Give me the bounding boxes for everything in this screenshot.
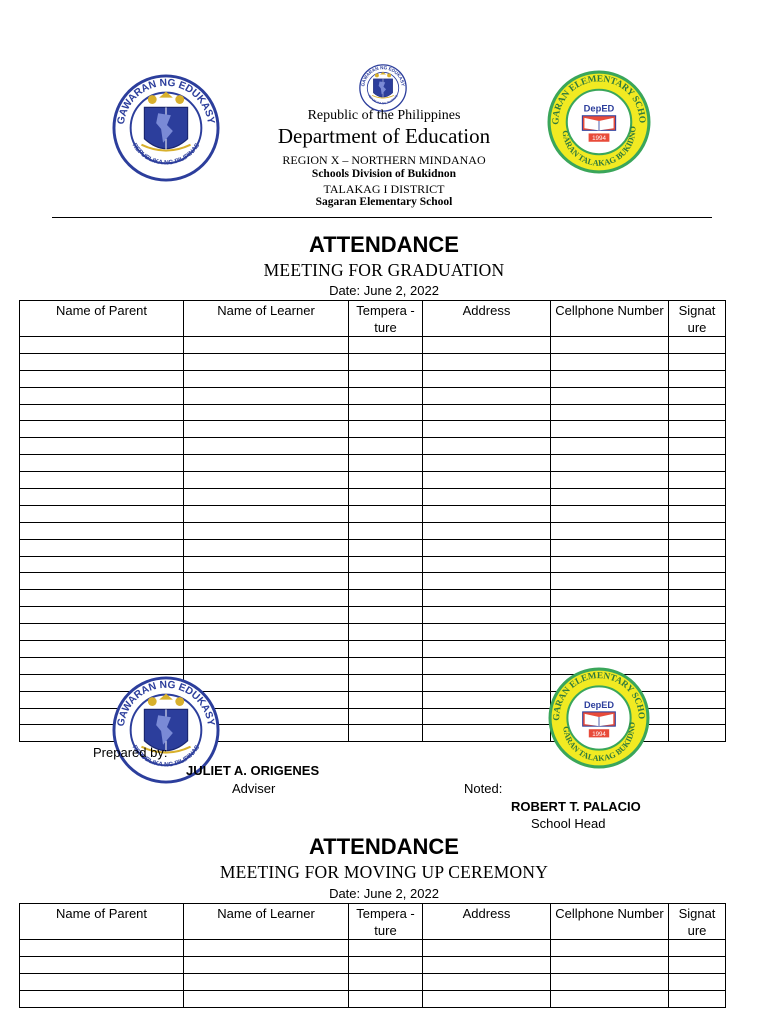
cell-address[interactable]: [423, 522, 551, 539]
noted-label: Noted:: [464, 781, 503, 796]
cell-temperature[interactable]: [349, 522, 423, 539]
cell-cellphone[interactable]: [551, 607, 669, 624]
cell-learner-name[interactable]: [184, 940, 349, 957]
col-learner-name: Name of Learner: [184, 301, 349, 337]
cell-learner-name[interactable]: [184, 624, 349, 641]
cell-learner-name[interactable]: [184, 489, 349, 506]
cell-signature[interactable]: [669, 353, 726, 370]
col-parent-name: Name of Parent: [20, 904, 184, 940]
col-temperature: Tempera -ture: [349, 904, 423, 940]
cell-signature[interactable]: [669, 455, 726, 472]
cell-temperature[interactable]: [349, 404, 423, 421]
cell-parent-name[interactable]: [20, 940, 184, 957]
cell-cellphone[interactable]: [551, 940, 669, 957]
cell-parent-name[interactable]: [20, 472, 184, 489]
cell-address[interactable]: [423, 556, 551, 573]
cell-parent-name[interactable]: [20, 522, 184, 539]
cell-parent-name[interactable]: [20, 370, 184, 387]
cell-address[interactable]: [423, 624, 551, 641]
cell-address[interactable]: [423, 387, 551, 404]
cell-signature[interactable]: [669, 590, 726, 607]
cell-learner-name[interactable]: [184, 472, 349, 489]
table-row: [20, 990, 726, 1007]
table-header-row: [20, 904, 726, 940]
cell-cellphone[interactable]: [551, 438, 669, 455]
cell-learner-name[interactable]: [184, 404, 349, 421]
cell-learner-name[interactable]: [184, 438, 349, 455]
cell-temperature[interactable]: [349, 472, 423, 489]
col-cellphone: Cellphone Number: [551, 301, 669, 337]
col-parent-name: Name of Parent: [20, 301, 184, 337]
preparer-role: Adviser: [232, 781, 276, 796]
cell-parent-name[interactable]: [20, 657, 184, 674]
table-row: [20, 387, 726, 404]
cell-address[interactable]: [423, 489, 551, 506]
cell-temperature[interactable]: [349, 674, 423, 691]
cell-cellphone[interactable]: [551, 387, 669, 404]
cell-address[interactable]: [423, 337, 551, 354]
cell-temperature[interactable]: [349, 455, 423, 472]
school-head-name: ROBERT T. PALACIO: [511, 799, 641, 814]
cell-learner-name[interactable]: [184, 657, 349, 674]
cell-parent-name[interactable]: [20, 641, 184, 658]
col-address: Address: [423, 301, 551, 337]
section2-subtitle: MEETING FOR MOVING UP CEREMONY: [219, 862, 549, 882]
col-signature: Signat ure: [669, 904, 726, 940]
cell-parent-name[interactable]: [20, 556, 184, 573]
cell-cellphone[interactable]: [551, 539, 669, 556]
cell-signature[interactable]: [669, 421, 726, 438]
school-seal-watermark: [548, 667, 650, 769]
cell-learner-name[interactable]: [184, 522, 349, 539]
table-row: [20, 607, 726, 624]
cell-learner-name[interactable]: [184, 505, 349, 522]
cell-cellphone[interactable]: [551, 590, 669, 607]
cell-signature[interactable]: [669, 505, 726, 522]
cell-address[interactable]: [423, 657, 551, 674]
cell-signature[interactable]: [669, 370, 726, 387]
cell-learner-name[interactable]: [184, 607, 349, 624]
cell-temperature[interactable]: [349, 489, 423, 506]
cell-address[interactable]: [423, 691, 551, 708]
table-row: [20, 370, 726, 387]
cell-parent-name[interactable]: [20, 973, 184, 990]
cell-cellphone[interactable]: [551, 353, 669, 370]
section2-title: ATTENDANCE: [309, 834, 459, 859]
cell-parent-name[interactable]: [20, 353, 184, 370]
table-row: [20, 956, 726, 973]
cell-temperature[interactable]: [349, 725, 423, 742]
cell-learner-name[interactable]: [184, 556, 349, 573]
cell-temperature[interactable]: [349, 973, 423, 990]
cell-temperature[interactable]: [349, 708, 423, 725]
cell-temperature[interactable]: [349, 370, 423, 387]
cell-temperature[interactable]: [349, 337, 423, 354]
cell-learner-name[interactable]: [184, 573, 349, 590]
cell-parent-name[interactable]: [20, 607, 184, 624]
cell-address[interactable]: [423, 725, 551, 742]
cell-cellphone[interactable]: [551, 641, 669, 658]
cell-signature[interactable]: [669, 624, 726, 641]
cell-signature[interactable]: [669, 956, 726, 973]
table-row: [20, 489, 726, 506]
cell-temperature[interactable]: [349, 956, 423, 973]
cell-learner-name[interactable]: [184, 990, 349, 1007]
cell-cellphone[interactable]: [551, 990, 669, 1007]
table-row: [20, 973, 726, 990]
col-learner-name: Name of Learner: [184, 904, 349, 940]
header-division: Schools Division of Bukidnon: [311, 168, 457, 180]
cell-temperature[interactable]: [349, 624, 423, 641]
cell-learner-name[interactable]: [184, 387, 349, 404]
cell-signature[interactable]: [669, 725, 726, 742]
cell-cellphone[interactable]: [551, 337, 669, 354]
table-header-row: [20, 301, 726, 337]
prepared-by-label: Prepared by:: [93, 745, 168, 760]
cell-temperature[interactable]: [349, 641, 423, 658]
header-divider: [52, 217, 712, 218]
cell-temperature[interactable]: [349, 590, 423, 607]
cell-address[interactable]: [423, 990, 551, 1007]
cell-signature[interactable]: [669, 657, 726, 674]
cell-learner-name[interactable]: [184, 641, 349, 658]
cell-parent-name[interactable]: [20, 421, 184, 438]
cell-address[interactable]: [423, 940, 551, 957]
cell-learner-name[interactable]: [184, 421, 349, 438]
cell-signature[interactable]: [669, 337, 726, 354]
cell-signature[interactable]: [669, 522, 726, 539]
cell-cellphone[interactable]: [551, 624, 669, 641]
cell-signature[interactable]: [669, 438, 726, 455]
cell-cellphone[interactable]: [551, 404, 669, 421]
table-row: [20, 472, 726, 489]
cell-signature[interactable]: [669, 691, 726, 708]
table-row: [20, 522, 726, 539]
table-row: [20, 438, 726, 455]
cell-temperature[interactable]: [349, 353, 423, 370]
cell-address[interactable]: [423, 438, 551, 455]
attendance-table-moving-up: [19, 903, 726, 1008]
cell-temperature[interactable]: [349, 387, 423, 404]
cell-signature[interactable]: [669, 573, 726, 590]
cell-address[interactable]: [423, 505, 551, 522]
cell-parent-name[interactable]: [20, 590, 184, 607]
cell-cellphone[interactable]: [551, 472, 669, 489]
table-row: [20, 641, 726, 658]
cell-temperature[interactable]: [349, 990, 423, 1007]
cell-parent-name[interactable]: [20, 337, 184, 354]
cell-temperature[interactable]: [349, 539, 423, 556]
header-school: Sagaran Elementary School: [315, 196, 453, 208]
table-row: [20, 353, 726, 370]
cell-temperature[interactable]: [349, 607, 423, 624]
section2-date: Date: June 2, 2022: [329, 886, 439, 901]
cell-temperature[interactable]: [349, 940, 423, 957]
cell-cellphone[interactable]: [551, 956, 669, 973]
cell-cellphone[interactable]: [551, 505, 669, 522]
col-address: Address: [423, 904, 551, 940]
cell-temperature[interactable]: [349, 421, 423, 438]
cell-cellphone[interactable]: [551, 556, 669, 573]
cell-signature[interactable]: [669, 607, 726, 624]
header-republic: Republic of the Philippines: [307, 108, 461, 123]
cell-signature[interactable]: [669, 708, 726, 725]
cell-parent-name[interactable]: [20, 505, 184, 522]
cell-parent-name[interactable]: [20, 455, 184, 472]
cell-temperature[interactable]: [349, 438, 423, 455]
table-row: [20, 455, 726, 472]
header-district: TALAKAG I DISTRICT: [323, 182, 445, 196]
table-row: [20, 940, 726, 957]
cell-address[interactable]: [423, 708, 551, 725]
cell-parent-name[interactable]: [20, 956, 184, 973]
col-cellphone: Cellphone Number: [551, 904, 669, 940]
cell-address[interactable]: [423, 973, 551, 990]
cell-learner-name[interactable]: [184, 956, 349, 973]
col-signature: Signat ure: [669, 301, 726, 337]
table-row: [20, 556, 726, 573]
cell-learner-name[interactable]: [184, 353, 349, 370]
table-row: [20, 539, 726, 556]
cell-address[interactable]: [423, 674, 551, 691]
school-head-role: School Head: [531, 816, 606, 831]
cell-address[interactable]: [423, 353, 551, 370]
cell-temperature[interactable]: [349, 657, 423, 674]
cell-address[interactable]: [423, 539, 551, 556]
table-row: [20, 404, 726, 421]
table-row: [20, 624, 726, 641]
cell-learner-name[interactable]: [184, 539, 349, 556]
cell-address[interactable]: [423, 472, 551, 489]
cell-learner-name[interactable]: [184, 973, 349, 990]
cell-parent-name[interactable]: [20, 539, 184, 556]
table-row: [20, 337, 726, 354]
cell-cellphone[interactable]: [551, 973, 669, 990]
cell-signature[interactable]: [669, 674, 726, 691]
section1-date: Date: June 2, 2022: [329, 283, 439, 298]
cell-temperature[interactable]: [349, 573, 423, 590]
cell-cellphone[interactable]: [551, 455, 669, 472]
cell-parent-name[interactable]: [20, 387, 184, 404]
section1-subtitle: MEETING FOR GRADUATION: [263, 260, 505, 280]
cell-signature[interactable]: [669, 387, 726, 404]
cell-parent-name[interactable]: [20, 990, 184, 1007]
cell-cellphone[interactable]: [551, 489, 669, 506]
preparer-name: JULIET A. ORIGENES: [186, 763, 320, 778]
cell-learner-name[interactable]: [184, 337, 349, 354]
cell-address[interactable]: [423, 956, 551, 973]
cell-signature[interactable]: [669, 641, 726, 658]
cell-signature[interactable]: [669, 539, 726, 556]
cell-learner-name[interactable]: [184, 590, 349, 607]
cell-address[interactable]: [423, 404, 551, 421]
cell-learner-name[interactable]: [184, 370, 349, 387]
cell-parent-name[interactable]: [20, 573, 184, 590]
cell-signature[interactable]: [669, 404, 726, 421]
cell-temperature[interactable]: [349, 556, 423, 573]
cell-signature[interactable]: [669, 940, 726, 957]
table-row: [20, 505, 726, 522]
cell-parent-name[interactable]: [20, 624, 184, 641]
cell-address[interactable]: [423, 421, 551, 438]
cell-signature[interactable]: [669, 973, 726, 990]
header-department: Department of Education: [277, 124, 491, 148]
cell-address[interactable]: [423, 590, 551, 607]
header-region: REGION X – NORTHERN MINDANAO: [282, 153, 486, 167]
cell-cellphone[interactable]: [551, 522, 669, 539]
cell-temperature[interactable]: [349, 505, 423, 522]
cell-temperature[interactable]: [349, 691, 423, 708]
cell-parent-name[interactable]: [20, 404, 184, 421]
section1-title: ATTENDANCE: [309, 232, 459, 257]
cell-address[interactable]: [423, 455, 551, 472]
cell-parent-name[interactable]: [20, 438, 184, 455]
table-row: [20, 590, 726, 607]
cell-cellphone[interactable]: [551, 421, 669, 438]
cell-signature[interactable]: [669, 556, 726, 573]
cell-parent-name[interactable]: [20, 489, 184, 506]
cell-cellphone[interactable]: [551, 573, 669, 590]
cell-signature[interactable]: [669, 990, 726, 1007]
cell-signature[interactable]: [669, 489, 726, 506]
col-temperature: Tempera -ture: [349, 301, 423, 337]
table-row: [20, 421, 726, 438]
cell-address[interactable]: [423, 607, 551, 624]
table-row: [20, 573, 726, 590]
cell-address[interactable]: [423, 370, 551, 387]
cell-address[interactable]: [423, 573, 551, 590]
cell-signature[interactable]: [669, 472, 726, 489]
cell-address[interactable]: [423, 641, 551, 658]
deped-seal-logo-center: [359, 64, 407, 112]
cell-learner-name[interactable]: [184, 455, 349, 472]
cell-cellphone[interactable]: [551, 370, 669, 387]
